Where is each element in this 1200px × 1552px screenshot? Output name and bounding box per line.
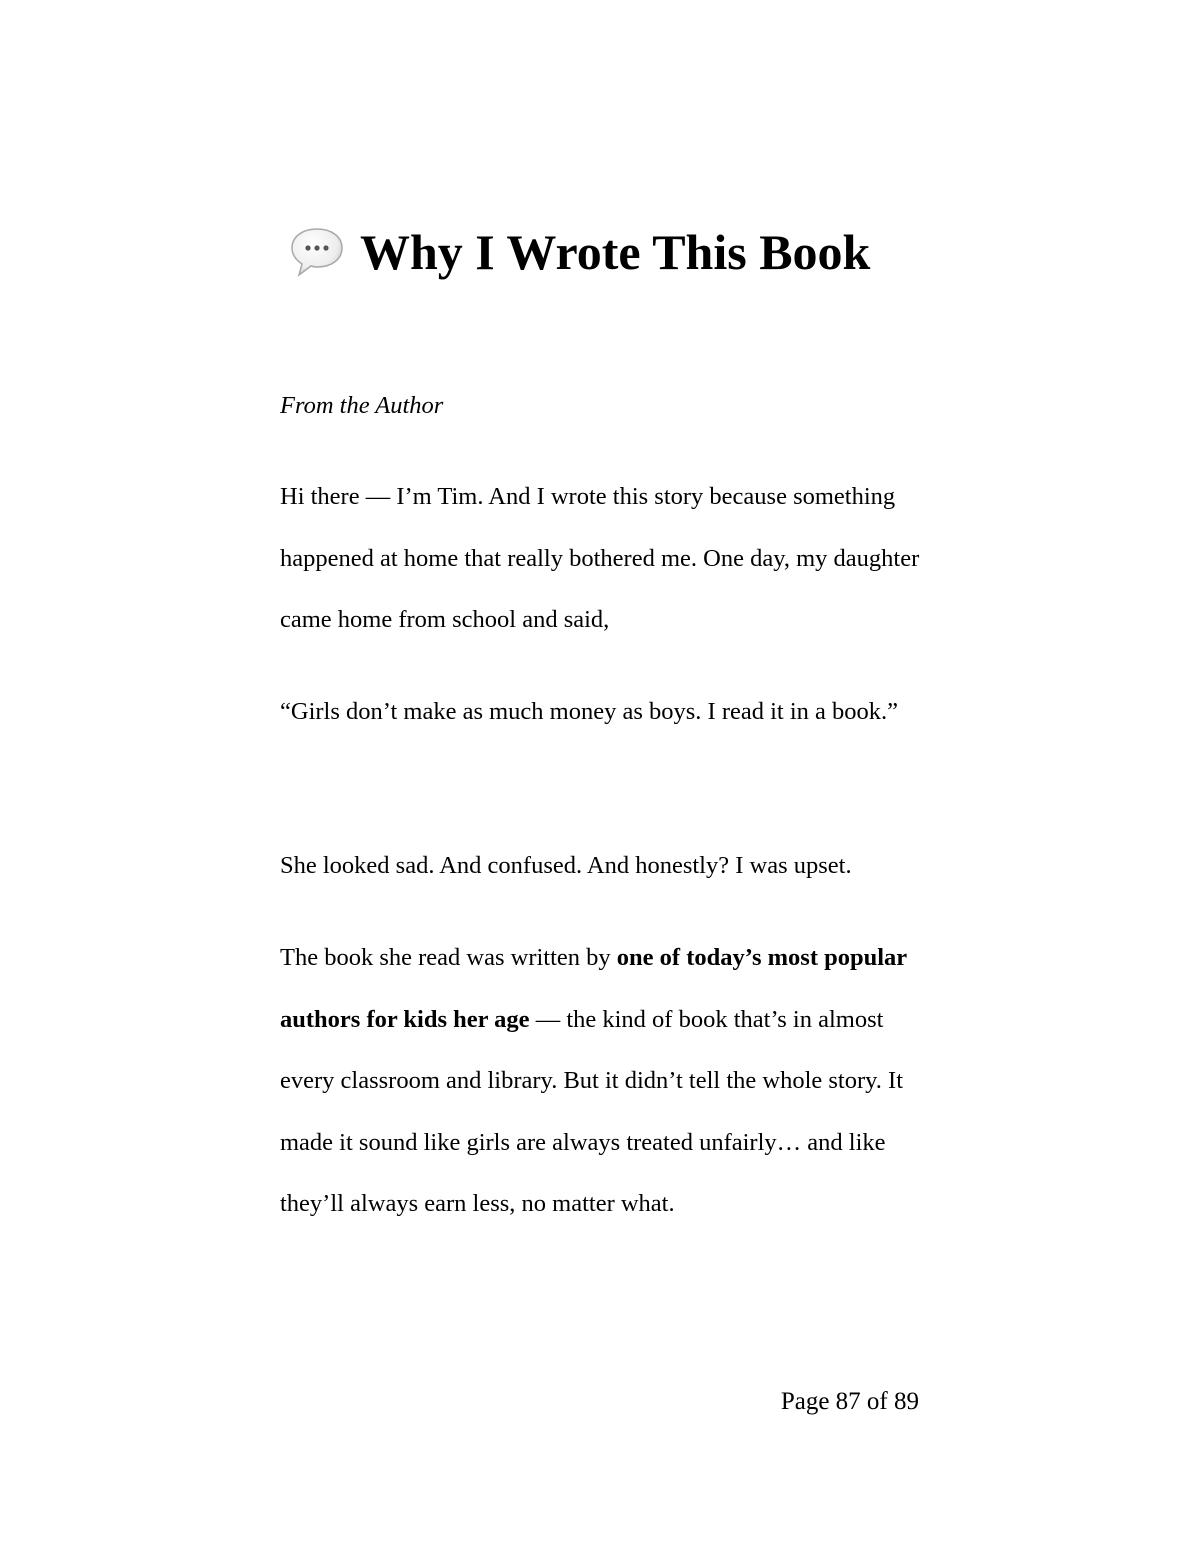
page-heading xyxy=(288,212,988,292)
page-number: Page 87 of 89 xyxy=(780,1388,919,1415)
paragraph-reaction: She looked sad. And confused. And honestly? I was upset. xyxy=(280,852,852,879)
bold-phrase: one of today’s most popular authors for kids her age xyxy=(280,944,907,1033)
speech-bubble-icon xyxy=(288,224,346,280)
subtitle: From the Author xyxy=(280,392,444,419)
paragraph-text: The book she read was written by xyxy=(280,944,617,971)
paragraph-book-explanation xyxy=(280,927,940,1235)
paragraph-text: — the kind of book that’s in almost every classroom and library. But it didn’t tell the whole story. It made it sound like girls are always treated unfairly… and like they’ll always earn less, no matter what. xyxy=(280,1005,904,1217)
paragraph-quote: “Girls don’t make as much money as boys. I read it in a book.” xyxy=(280,698,899,725)
paragraph-intro: Hi there — I’m Tim. And I wrote this story because something happened at home that really bothered me. One day, my daughter came home from school and said, xyxy=(280,483,920,633)
page-title: Why I Wrote This Book xyxy=(360,224,871,280)
